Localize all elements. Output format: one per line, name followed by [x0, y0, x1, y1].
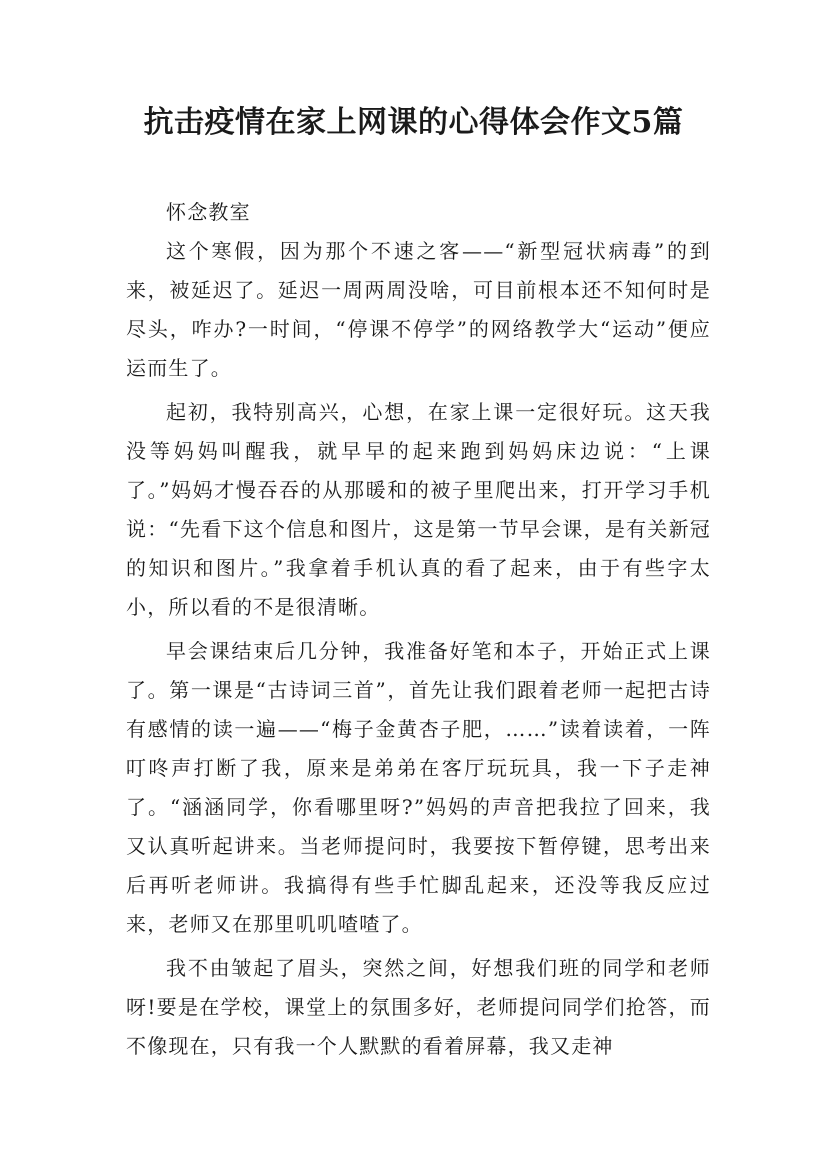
paragraph-4: 我不由皱起了眉头，突然之间，好想我们班的同学和老师呀!要是在学校，课堂上的氛围多好，老师提问同学们抢答，而不像现在，只有我一个人默默的看着屏幕，我又走神 [126, 956, 711, 1058]
document-title: 抗击疫情在家上网课的心得体会作文5篇 [143, 105, 684, 140]
paragraph-3: 早会课结束后几分钟，我准备好笔和本子，开始正式上课了。第一课是“古诗词三首”，首先让我们跟着老师一起把古诗有感情的读一遍——“梅子金黄杏子肥，……”读着读着，一阵叮咚声打断了我，原来是弟弟在客厅玩玩具，我一下子走神了。“涵涵同学，你看哪里呀?”妈妈的声音把我拉了回来，我又认真听起讲来。当老师提问时，我要按下暂停键，思考出来后再听老师讲。我搞得有些手忙脚乱起来，还没等我反应过来，老师又在那里叽叽喳喳了。 [126, 639, 711, 936]
document-body [126, 193, 711, 1066]
paragraph-1: 这个寒假，因为那个不速之客——“新型冠状病毒”的到来，被延迟了。延迟一周两周没啥，可目前根本还不知何时是尽头，咋办?一时间，“停课不停学”的网络教学大“运动”便应运而生了。 [126, 239, 711, 380]
paragraph-2: 起初，我特别高兴，心想，在家上课一定很好玩。这天我没等妈妈叫醒我，就早早的起来跑到妈妈床边说：“上课了。”妈妈才慢吞吞的从那暖和的被子里爬出来，打开学习手机说：“先看下这个信息和图片，这是第一节早会课，是有关新冠的知识和图片。”我拿着手机认真的看了起来，由于有些字太小，所以看的不是很清晰。 [126, 400, 711, 619]
section-heading: 怀念教室 [166, 200, 251, 224]
